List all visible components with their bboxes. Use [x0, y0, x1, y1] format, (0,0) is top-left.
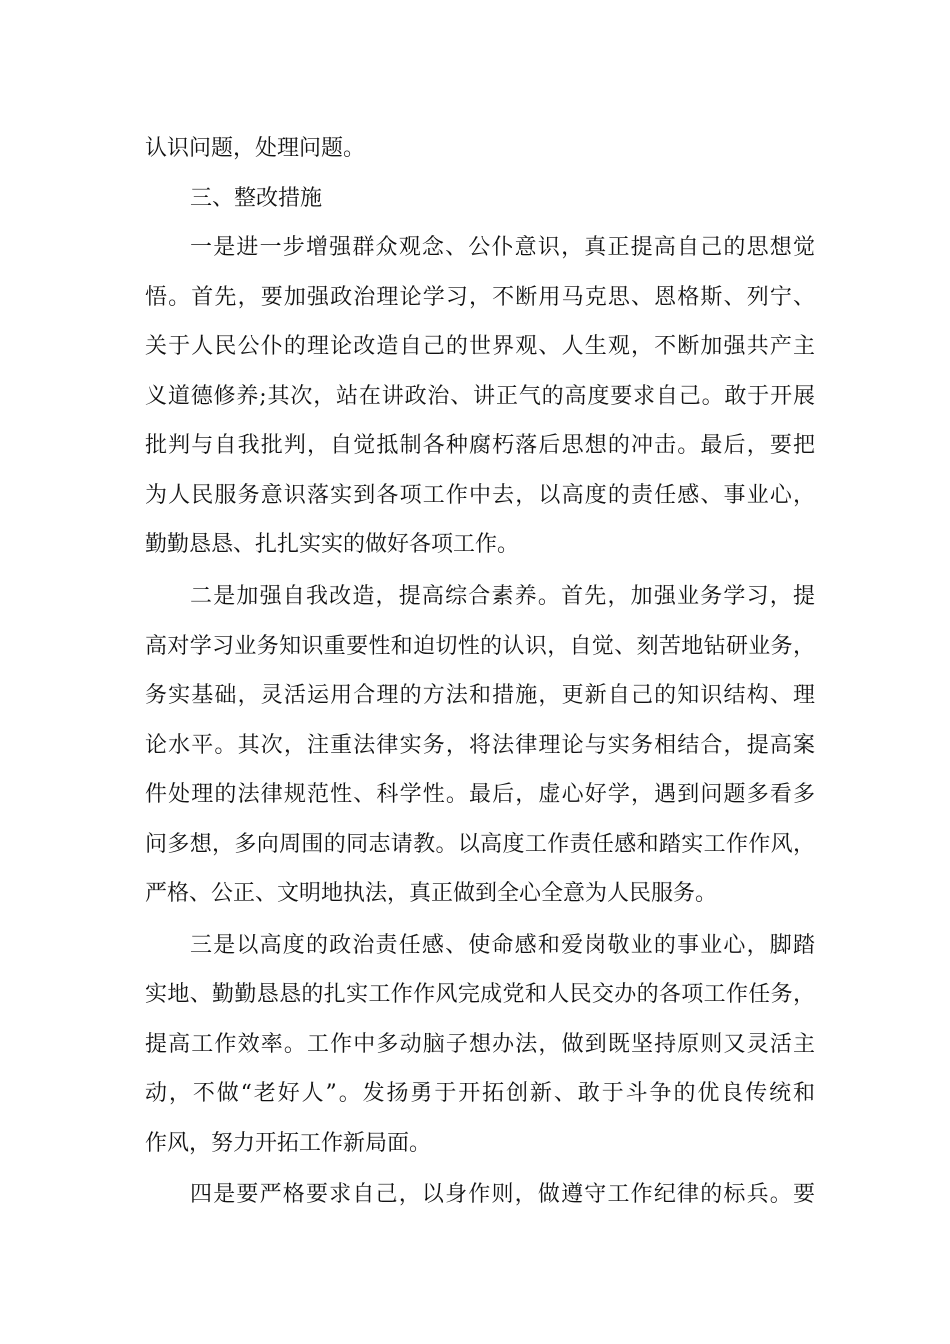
- text-line: 悟。首先，要加强政治理论学习，不断用马克思、恩格斯、列宁、: [145, 285, 815, 310]
- text-line: 论水平。其次，注重法律实务，将法律理论与实务相结合，提高案: [145, 733, 815, 758]
- text-line: 二是加强自我改造，提高综合素养。首先，加强业务学习，提: [190, 584, 815, 609]
- text-line: 动，不做“老好人”。发扬勇于开拓创新、敢于斗争的优良传统和: [145, 1081, 815, 1106]
- text-line: 问多想，多向周围的同志请教。以高度工作责任感和踏实工作作风，: [145, 832, 815, 857]
- text-line: 严格、公正、文明地执法，真正做到全心全意为人民服务。: [145, 881, 718, 906]
- text-line: 认识问题，处理问题。: [145, 136, 366, 161]
- text-line: 务实基础，灵活运用合理的方法和措施，更新自己的知识结构、理: [145, 683, 815, 708]
- text-line: 关于人民公仆的理论改造自己的世界观、人生观，不断加强共产主: [145, 334, 815, 359]
- text-line: 四是要严格要求自己，以身作则，做遵守工作纪律的标兵。要: [190, 1182, 815, 1207]
- text-line: 三是以高度的政治责任感、使命感和爱岗敬业的事业心，脚踏: [190, 933, 815, 958]
- text-line: 义道德修养;其次，站在讲政治、讲正气的高度要求自己。敢于开展: [145, 384, 815, 409]
- text-line: 提高工作效率。工作中多动脑子想办法，做到既坚持原则又灵活主: [145, 1032, 815, 1057]
- text-line: 为人民服务意识落实到各项工作中去，以高度的责任感、事业心，: [145, 483, 815, 508]
- text-line: 一是进一步增强群众观念、公仆意识，真正提高自己的思想觉: [190, 235, 815, 260]
- text-line: 实地、勤勤恳恳的扎实工作作风完成党和人民交办的各项工作任务，: [145, 982, 815, 1007]
- section-heading: 三、整改措施: [190, 186, 323, 211]
- text-line: 高对学习业务知识重要性和迫切性的认识，自觉、刻苦地钻研业务，: [145, 634, 815, 659]
- text-line: 作风，努力开拓工作新局面。: [145, 1131, 432, 1156]
- text-line: 批判与自我批判，自觉抵制各种腐朽落后思想的冲击。最后，要把: [145, 433, 815, 458]
- text-line: 勤勤恳恳、扎扎实实的做好各项工作。: [145, 532, 520, 557]
- text-line: 件处理的法律规范性、科学性。最后，虚心好学，遇到问题多看多: [145, 782, 815, 807]
